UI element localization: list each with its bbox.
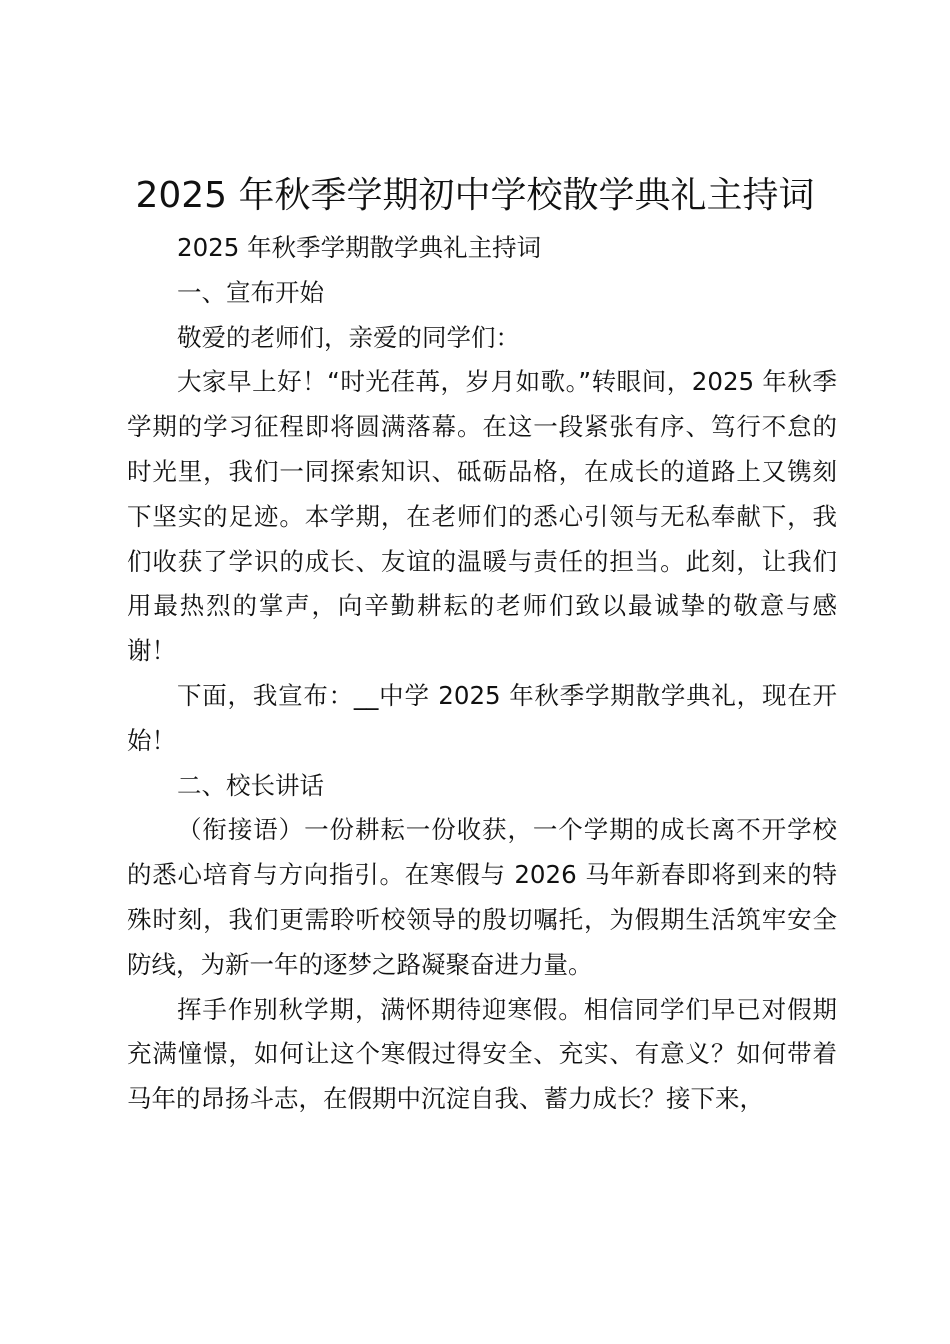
subtitle-paragraph: 2025 年秋季学期散学典礼主持词 [177, 233, 542, 262]
document-title: 2025 年秋季学期初中学校散学典礼主持词 [135, 175, 815, 216]
section-heading-principal: 二、校长讲话 [177, 770, 324, 800]
transition-paragraph: （衔接语）一份耕耘一份收获，一个学期的成长离不开学校的悉心培育与方向指引。在寒假与 2026 马年新春即将到来的特殊时刻，我们更需聆听校领导的殷切嘱托，为假期生活筑牢安全防线，为新一年的逐梦之路凝聚奋进力量。 [127, 815, 837, 979]
closing-paragraph: 挥手作别秋学期，满怀期待迎寒假。相信同学们早已对假期充满憧憬，如何让这个寒假过得安全、充实、有意义？如何带着马年的昂扬斗志，在假期中沉淀自我、蓄力成长？接下来， [127, 994, 837, 1114]
announcement-paragraph: 下面，我宣布：__中学 2025 年秋季学期散学典礼，现在开始！ [127, 680, 837, 755]
greeting-paragraph: 敬爱的老师们，亲爱的同学们： [177, 322, 520, 352]
document-body [127, 226, 837, 1122]
section-heading-start: 一、宣布开始 [177, 277, 324, 307]
opening-paragraph: 大家早上好！“时光荏苒，岁月如歌。”转眼间，2025 年秋季学期的学习征程即将圆满落幕。在这一段紧张有序、笃行不怠的时光里，我们一同探索知识、砥砺品格，在成长的道路上又镌刻下坚实的足迹。本学期，在老师们的悉心引领与无私奉献下，我们收获了学识的成长、友谊的温暖与责任的担当。此刻，让我们用最热烈的掌声，向辛勤耕耘的老师们致以最诚挚的敬意与感谢！ [127, 367, 837, 666]
